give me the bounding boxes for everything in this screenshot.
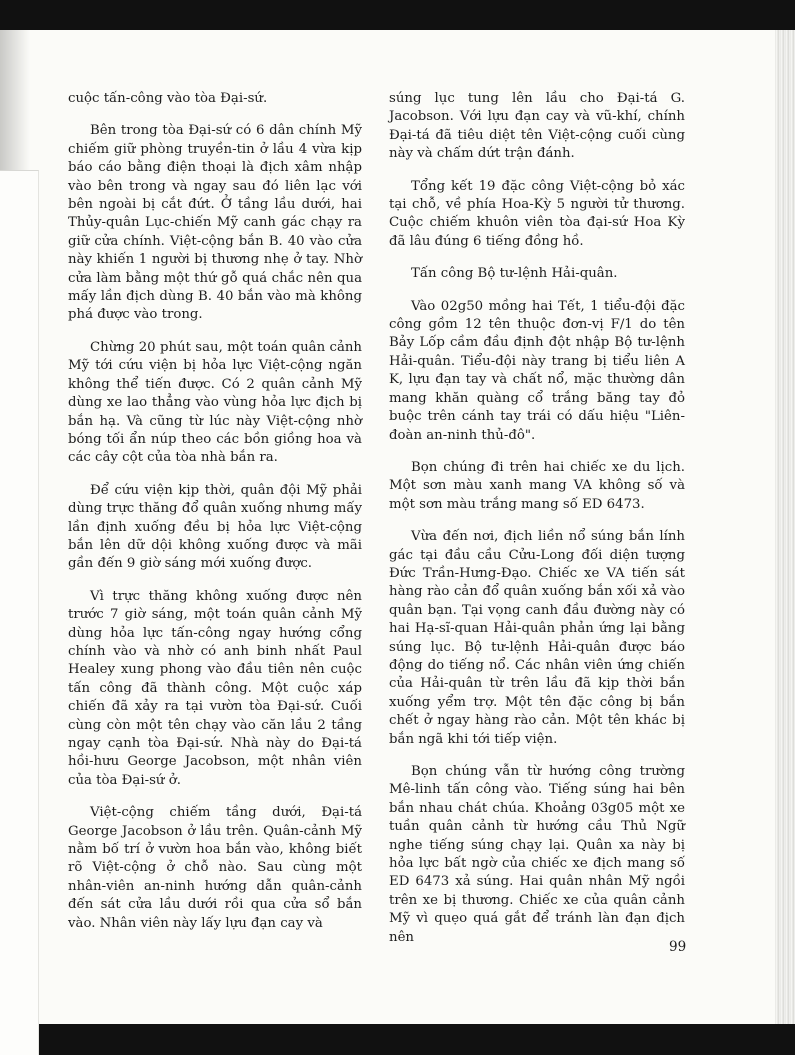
page-flap [0, 170, 39, 1055]
section-heading: Tấn công Bộ tư-lệnh Hải-quân. [411, 266, 618, 282]
paragraph: Vì trực thăng không xuống được nên trước 7 giờ sáng, một toán quân cảnh Mỹ dùng hỏa lực tấn-công ngay hướng cổng chính vào và nhờ có anh binh nhất Paul Healey xung phong vào đầu tiên nên cuộc tấn công đã thành công. Một cuộc xáp chiến đã xảy ra tại vườn tòa Đại-sứ. Cuối cùng còn một tên chạy vào căn lầu 2 tầng ngay cạnh tòa Đại-sứ. Nhà này do Đại-tá hồi-hưu George Jacobson, một nhân viên của tòa Đại-sứ ở. [68, 588, 362, 788]
paragraph: Để cứu viện kịp thời, quân đội Mỹ phải dùng trực thăng đổ quân xuống nhưng mấy lần định xuống đều bị hỏa lực Việt-cộng bắn lên dữ dội không xuống được và mãi gần đến 9 giờ sáng mới xuống được. [68, 482, 362, 572]
paragraph: Việt-cộng chiếm tầng dưới, Đại-tá George Jacobson ở lầu trên. Quân-cảnh Mỹ nằm bố trí ở vườn hoa bắn vào, không biết rõ Việt-cộng ở chỗ nào. Sau cùng một nhân-viên an-ninh hướng dẫn quân-cảnh đến sát cửa lầu dưới rồi qua cửa sổ bắn vào. Nhân viên này lấy lựu đạn cay và [68, 805, 362, 931]
paragraph: Vào 02g50 mồng hai Tết, 1 tiểu-đội đặc công gồm 12 tên thuộc đơn-vị F/1 do tên Bảy Lốp cầm đầu định đột nhập Bộ tư-lệnh Hải-quân. Tiểu-đội này trang bị tiểu liên A K, lựu đạn tay và chất nổ, mặc thường dân mang khăn quàng cổ trắng băng tay đỏ buộc trên cánh tay trái có dấu hiệu "Liên-đoàn an-ninh thủ-đô". [389, 298, 685, 443]
left-column [68, 90, 362, 947]
paragraph: Chừng 20 phút sau, một toán quân cảnh Mỹ tới cứu viện bị hỏa lực Việt-cộng ngăn không thể tiến được. Có 2 quân cảnh Mỹ dùng xe lao thẳng vào vùng hỏa lực địch bị bắn hạ. Và cũng từ lúc này Việt-cộng nhờ bóng tối ẩn núp theo các bồn giồng hoa và các cây cột của tòa nhà bắn ra. [68, 339, 362, 466]
paragraph: cuộc tấn-công vào tòa Đại-sứ. [68, 91, 268, 106]
page-number: 99 [669, 939, 687, 955]
paragraph: Tổng kết 19 đặc công Việt-cộng bỏ xác tại chỗ, về phía Hoa-Kỳ 5 người tử thương. Cuộc chiếm khuôn viên tòa đại-sứ Hoa Kỳ đã lâu đúng 6 tiếng đồng hồ. [389, 178, 685, 249]
paragraph: Bọn chúng vẫn từ hướng công trường Mê-linh tấn công vào. Tiếng súng hai bên bắn nhau chát chúa. Khoảng 03g05 một xe tuần quân cảnh từ hướng cầu Thủ Ngữ nghe tiếng súng chạy lại. Quân xa này bị hỏa lực bất ngờ của chiếc xe địch mang số ED 6473 xả súng. Hai quân nhân Mỹ ngồi trên xe bị thương. Chiếc xe của quân cảnh Mỹ vì quẹo quá gắt để tránh làn đạn địch nên [389, 764, 685, 945]
right-column [389, 90, 685, 961]
paragraph: Vừa đến nơi, địch liền nổ súng bắn lính gác tại đầu cầu Cửu-Long đối diện tượng Đức Trần-Hưng-Đạo. Chiếc xe VA tiến sát hàng rào cản đổ quân xuống bắn xối xả vào quân bạn. Tại vọng canh đầu đường này có hai Hạ-sĩ-quan Hải-quân phản ứng lại bằng súng lục. Bộ tư-lệnh Hải-quân được báo động do tiếng nổ. Các nhân viên ứng chiến của Hải-quân từ trên lầu đã kịp thời bắn xuống yểm trợ. Một tên đặc công bị bắn chết ở ngay hàng rào cản. Một tên khác bị bắn ngã khi tới tiếp viện. [389, 529, 685, 747]
page-edge [775, 30, 795, 1024]
paragraph: Bọn chúng đi trên hai chiếc xe du lịch. Một sơn màu xanh mang VA không số và một sơn màu trắng mang số ED 6473. [389, 459, 685, 512]
paragraph: Bên trong tòa Đại-sứ có 6 dân chính Mỹ chiếm giữ phòng truyền-tin ở lầu 4 vừa kịp báo cáo bằng điện thoại là địch xâm nhập vào bên trong và ngay sau đó liên lạc với bên ngoài bị cắt đứt. Ở tầng lầu dưới, hai Thủy-quân Lục-chiến Mỹ canh gác chạy ra giữ cửa chính. Việt-cộng bắn B. 40 vào cửa này khiến 1 người bị thương nhẹ ở tay. Nhờ cửa làm bằng một thứ gỗ quá chắc nên qua mấy lần địch dùng B. 40 bắn vào mà không phá được vào trong. [68, 123, 362, 323]
paragraph: súng lục tung lên lầu cho Đại-tá G. Jacobson. Với lựu đạn cay và vũ-khí, chính Đại-tá đã tiêu diệt tên Việt-cộng cuối cùng này và chấm dứt trận đánh. [389, 91, 685, 162]
